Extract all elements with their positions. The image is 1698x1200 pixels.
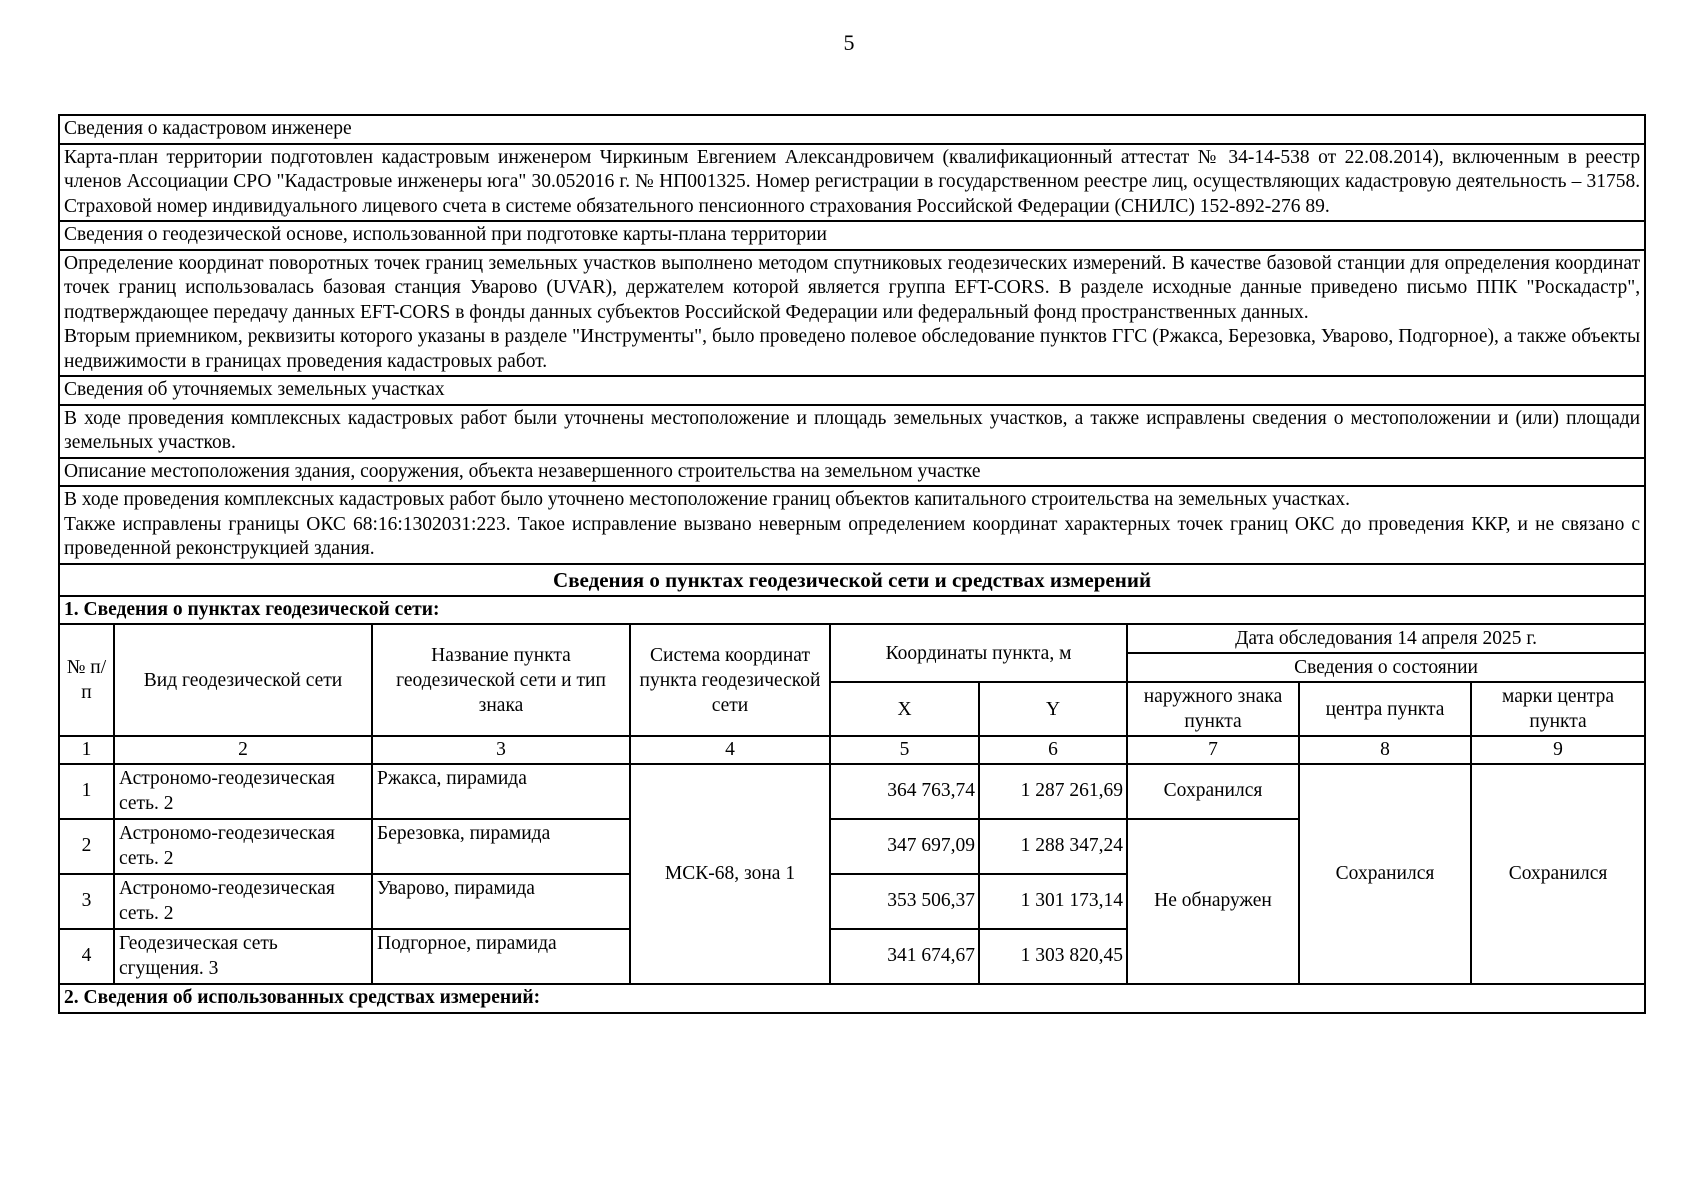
y-coordinate-cell: 1 287 261,69 bbox=[979, 764, 1127, 819]
header-coords: Координаты пункта, м bbox=[830, 624, 1127, 682]
x-coordinate-cell: 341 674,67 bbox=[830, 929, 979, 984]
center-state-cell: Сохранился bbox=[1299, 764, 1471, 984]
table-row bbox=[59, 764, 1645, 819]
column-index: 7 bbox=[1127, 736, 1299, 764]
row-number: 4 bbox=[59, 929, 114, 984]
header-coord-system: Система координат пункта геодезической сети bbox=[630, 624, 830, 736]
header-network-type: Вид геодезической сети bbox=[114, 624, 372, 736]
geodesic-section-title: Сведения о геодезической основе, использованной при подготовке карты-плана территории bbox=[59, 221, 1645, 250]
point-name-cell: Подгорное, пирамида bbox=[372, 929, 630, 984]
column-index: 6 bbox=[979, 736, 1127, 764]
column-index: 5 bbox=[830, 736, 979, 764]
network-subsection-2: 2. Сведения об использованных средствах измерений: bbox=[59, 984, 1645, 1013]
point-name-cell: Ржакса, пирамида bbox=[372, 764, 630, 819]
point-name-cell: Березовка, пирамида bbox=[372, 819, 630, 874]
column-index: 2 bbox=[114, 736, 372, 764]
point-name-cell: Уварово, пирамида bbox=[372, 874, 630, 929]
center-mark-state-cell: Сохранился bbox=[1471, 764, 1645, 984]
geodesic-section-text bbox=[59, 250, 1645, 377]
building-paragraph-2: Также исправлены границы ОКС 68:16:1302031:223. Такое исправление вызвано неверным определением координат характерных точек границ ОКС до проведения ККР, и не связано с проведенной реконструкцией здания. bbox=[64, 513, 1641, 559]
y-coordinate-cell: 1 301 173,14 bbox=[979, 874, 1127, 929]
network-section-title: Сведения о пунктах геодезической сети и средствах измерений bbox=[59, 564, 1645, 596]
outer-sign-state-cell: Сохранился bbox=[1127, 764, 1299, 819]
y-coordinate-cell: 1 303 820,45 bbox=[979, 929, 1127, 984]
engineer-section-text: Карта-план территории подготовлен кадастровым инженером Чиркиным Евгением Александровичем (квалификационный аттестат № 34-14-538 от 22.08.2014), включенным в реестр членов Ассоциации СРО "Кадастровые инженеры юга" 30.052016 г. № НП001325. Номер регистрации в государственном реестре лиц, осуществляющих кадастровую деятельность – 31758. Страховой номер индивидуального лицевого счета в системе обязательного пенсионного страхования Российской Федерации (СНИЛС) 152-892-276 89. bbox=[59, 144, 1645, 222]
header-state: Сведения о состоянии bbox=[1127, 653, 1645, 682]
header-center-mark: марки центра пункта bbox=[1471, 682, 1645, 736]
y-coordinate-cell: 1 288 347,24 bbox=[979, 819, 1127, 874]
row-number: 1 bbox=[59, 764, 114, 819]
column-index: 1 bbox=[59, 736, 114, 764]
x-coordinate-cell: 347 697,09 bbox=[830, 819, 979, 874]
network-type-cell: Астрономо-геодезическая сеть. 2 bbox=[114, 819, 372, 874]
header-survey-date: Дата обследования 14 апреля 2025 г. bbox=[1127, 624, 1645, 653]
network-type-cell: Геодезическая сеть сгущения. 3 bbox=[114, 929, 372, 984]
column-index: 3 bbox=[372, 736, 630, 764]
building-paragraph-1: В ходе проведения комплексных кадастровых работ было уточнено местоположение границ объектов капитального строительства на земельных участках. bbox=[64, 489, 1351, 510]
header-center: центра пункта bbox=[1299, 682, 1471, 736]
column-index: 4 bbox=[630, 736, 830, 764]
building-section-title: Описание местоположения здания, сооружения, объекта незавершенного строительства на земельном участке bbox=[59, 458, 1645, 487]
coord-system-cell: МСК-68, зона 1 bbox=[630, 764, 830, 984]
network-type-cell: Астрономо-геодезическая сеть. 2 bbox=[114, 764, 372, 819]
parcels-section-text: В ходе проведения комплексных кадастровых работ были уточнены местоположение и площадь земельных участков, а также исправлены сведения о местоположении и (или) площади земельных участков. bbox=[59, 405, 1645, 458]
cadastral-info-table bbox=[58, 114, 1646, 1014]
header-x: X bbox=[830, 682, 979, 736]
geodesic-paragraph-2: Вторым приемником, реквизиты которого указаны в разделе "Инструменты", было проведено полевое обследование пунктов ГГС (Ржакса, Березовка, Уварово, Подгорное), а также объекты недвижимости в границах проведения кадастровых работ. bbox=[64, 326, 1641, 372]
network-subsection-1: 1. Сведения о пунктах геодезической сети: bbox=[59, 596, 1645, 625]
row-number: 3 bbox=[59, 874, 114, 929]
row-number: 2 bbox=[59, 819, 114, 874]
outer-sign-state-cell: Не обнаружен bbox=[1127, 819, 1299, 984]
header-num: № п/п bbox=[59, 624, 114, 736]
x-coordinate-cell: 353 506,37 bbox=[830, 874, 979, 929]
geodesic-paragraph-1: Определение координат поворотных точек границ земельных участков выполнено методом спутниковых геодезических измерений. В качестве базовой станции для определения координат точек границ использовалась базовая станция Уварово (UVAR), держателем которой является группа EFT-CORS. В разделе исходные данные приведено письмо ППК "Роскадастр", подтверждающее передачу данных EFT-CORS в фонды данных субъектов Российской Федерации или федеральный фонд пространственных данных. bbox=[64, 252, 1641, 323]
page-number: 5 bbox=[843, 30, 855, 55]
parcels-section-title: Сведения об уточняемых земельных участках bbox=[59, 376, 1645, 405]
header-y: Y bbox=[979, 682, 1127, 736]
header-outer-sign: наружного знака пункта bbox=[1127, 682, 1299, 736]
network-type-cell: Астрономо-геодезическая сеть. 2 bbox=[114, 874, 372, 929]
x-coordinate-cell: 364 763,74 bbox=[830, 764, 979, 819]
building-section-text bbox=[59, 486, 1645, 564]
column-index: 8 bbox=[1299, 736, 1471, 764]
column-index: 9 bbox=[1471, 736, 1645, 764]
header-point-name: Название пункта геодезической сети и тип знака bbox=[372, 624, 630, 736]
engineer-section-title: Сведения о кадастровом инженере bbox=[59, 115, 1645, 144]
